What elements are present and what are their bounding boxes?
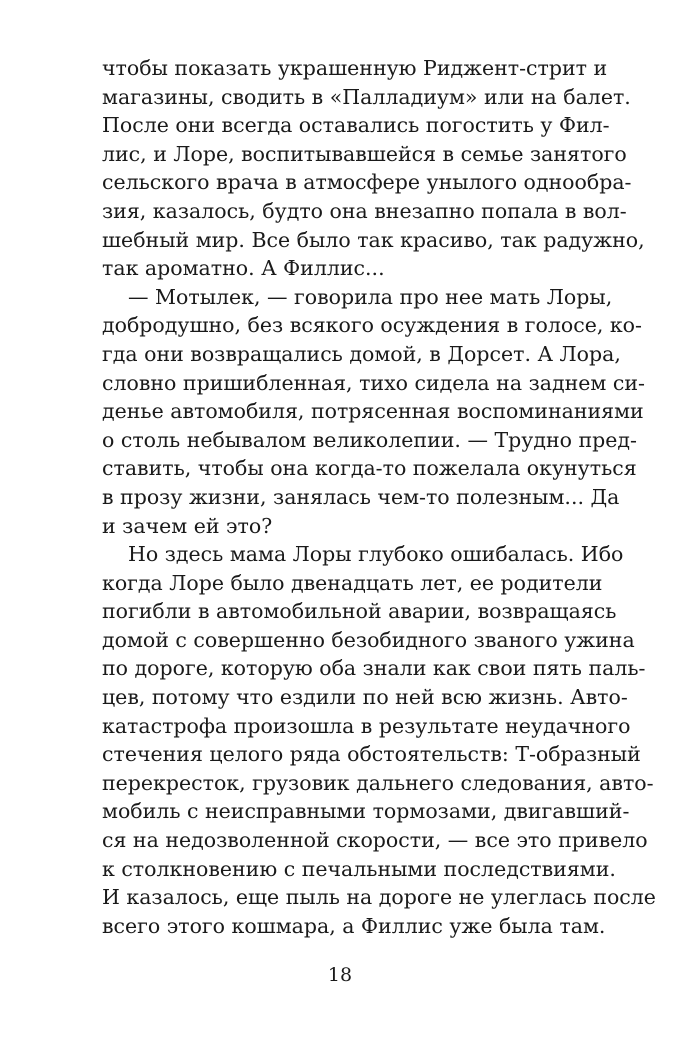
text-line: сельского врача в атмосфере унылого однообра- xyxy=(102,170,632,195)
text-line: когда Лоре было двенадцать лет, ее родители xyxy=(102,570,603,595)
text-line: к столкновению с печальными последствиями. xyxy=(102,856,616,881)
text-line: шебный мир. Все было так красиво, так радужно, xyxy=(102,227,645,252)
text-line: И казалось, еще пыль на дороге не улеглась после xyxy=(102,885,656,910)
text-line: катастрофа произошла в результате неудачного xyxy=(102,713,631,738)
text-line: лис, и Лоре, воспитывавшейся в семье занятого xyxy=(102,141,627,166)
text-line: и зачем ей это? xyxy=(102,513,273,538)
text-line: гда они возвращались домой, в Дорсет. А Лора, xyxy=(102,341,621,366)
text-line: словно пришибленная, тихо сидела на заднем си- xyxy=(102,370,645,395)
text-line: Но здесь мама Лоры глубоко ошибалась. Ибо xyxy=(128,542,624,567)
text-line: чтобы показать украшенную Риджент-стрит и xyxy=(102,56,608,80)
text-line: перекресток, грузовик дальнего следования, авто- xyxy=(102,770,654,795)
text-line: магазины, сводить в «Палладиум» или на балет. xyxy=(102,84,631,109)
text-line: — Мотылек, — говорила про нее мать Лоры, xyxy=(128,284,613,309)
text-line: стечения целого ряда обстоятельств: Т-образный xyxy=(102,742,641,767)
text-line: так ароматно. А Филлис... xyxy=(102,256,385,281)
text-line: зия, казалось, будто она внезапно попала в вол- xyxy=(102,198,627,223)
text-line: цев, потому что ездили по ней всю жизнь. Авто- xyxy=(102,685,628,710)
page-body-text xyxy=(102,54,656,940)
text-line: ставить, чтобы она когда-то пожелала окунуться xyxy=(102,456,637,481)
text-line: После они всегда оставались погостить у Фил- xyxy=(102,113,610,138)
text-line: всего этого кошмара, а Филлис уже была там. xyxy=(102,913,606,938)
text-line: по дороге, которую оба знали как свои пять паль- xyxy=(102,656,646,681)
text-line: домой с совершенно безобидного званого ужина xyxy=(102,627,635,652)
text-line: в прозу жизни, занялась чем-то полезным... Да xyxy=(102,484,620,509)
text-line: мобиль с неисправными тормозами, двигавший- xyxy=(102,799,630,824)
text-line: денье автомобиля, потрясенная воспоминаниями xyxy=(102,399,644,424)
text-line: добродушно, без всякого осуждения в голосе, ко- xyxy=(102,313,642,338)
text-line: о столь небывалом великолепии. — Трудно пред- xyxy=(102,427,637,452)
page-number: 18 xyxy=(327,964,353,986)
text-line: ся на недозволенной скорости, — все это привело xyxy=(102,828,648,853)
text-line: погибли в автомобильной аварии, возвращаясь xyxy=(102,599,617,624)
